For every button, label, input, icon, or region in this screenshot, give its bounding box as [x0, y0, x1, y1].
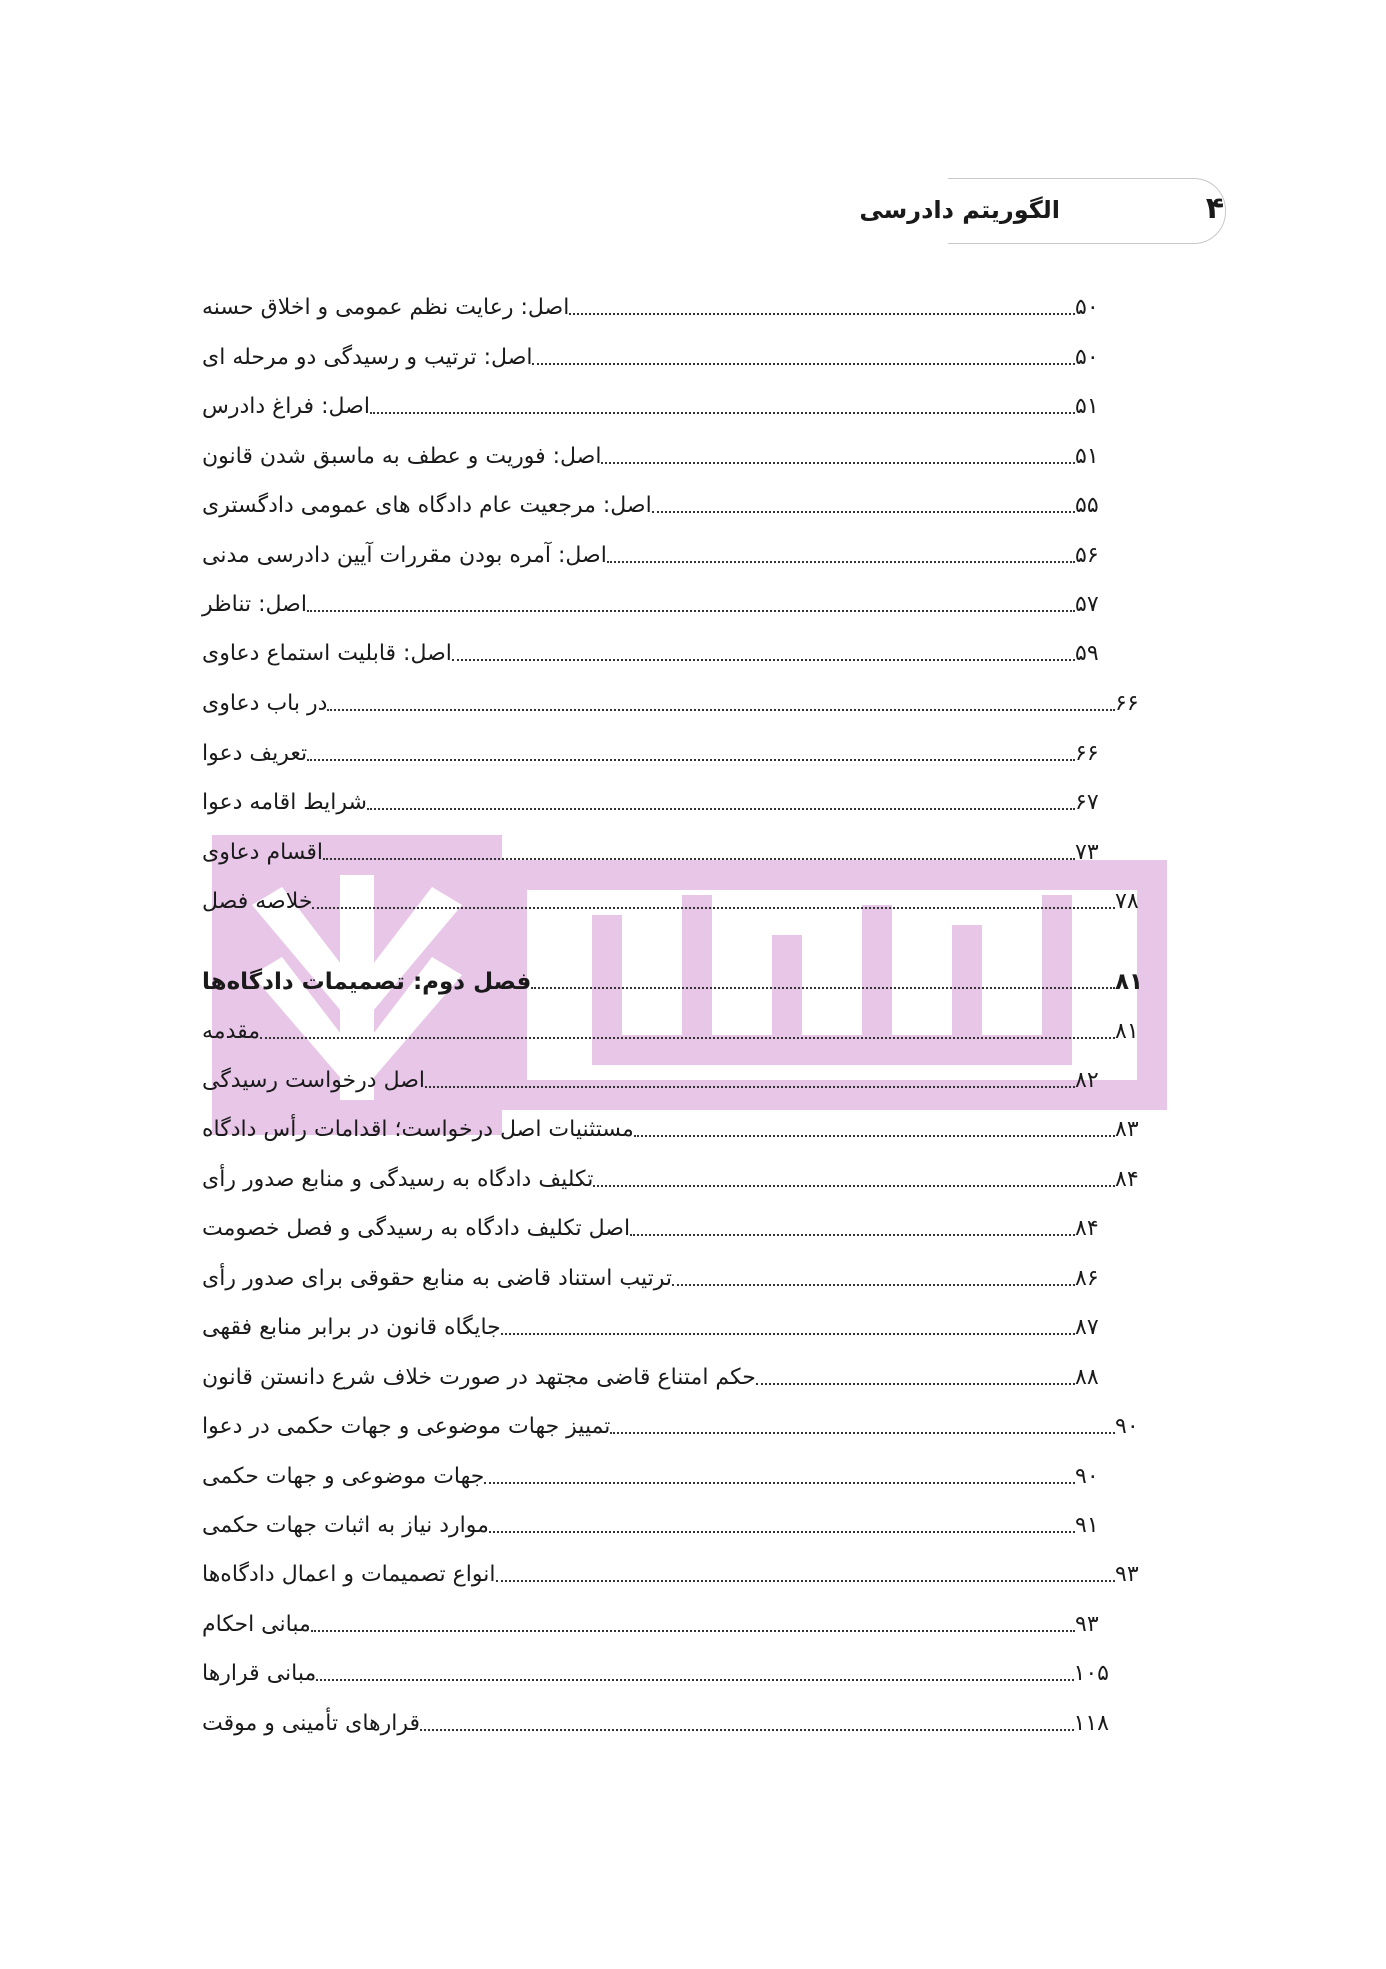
toc-section: خلاصه فصل ۷۸: [202, 889, 1139, 914]
dot-leader: [607, 561, 1075, 563]
dot-leader: [484, 1482, 1075, 1484]
toc-entry: اصل: رعایت نظم عمومی و اخلاق حسنه ۵۰: [202, 295, 1099, 320]
toc-entry: اقسام دعاوی ۷۳: [202, 840, 1099, 865]
toc-section: مستثنیات اصل درخواست؛ اقدامات رأس دادگاه ۸۳: [202, 1117, 1139, 1142]
running-header-title: الگوریتم دادرسی: [859, 196, 1060, 224]
dot-leader: [307, 610, 1075, 612]
toc-section: در باب دعاوی ۶۶: [202, 691, 1139, 716]
toc-entry: اصل: ترتیب و رسیدگی دو مرحله ای ۵۰: [202, 345, 1099, 370]
dot-leader: [496, 1580, 1116, 1582]
page-number: ۴: [1205, 191, 1224, 226]
toc-entry: قرارهای تأمینی و موقت ۱۱۸: [202, 1711, 1109, 1736]
dot-leader: [756, 1383, 1075, 1385]
dot-leader: [630, 1234, 1075, 1236]
toc-entry: حکم امتناع قاضی مجتهد در صورت خلاف شرع دانستن قانون ۸۸: [202, 1365, 1099, 1390]
toc-entry: اصل: قابلیت استماع دعاوی ۵۹: [202, 641, 1099, 666]
toc-entry: جهات موضوعی و جهات حکمی ۹۰: [202, 1464, 1099, 1489]
toc-entry: اصل: فوریت و عطف به ماسبق شدن قانون ۵۱: [202, 444, 1099, 469]
dot-leader: [634, 1135, 1115, 1137]
dot-leader: [601, 462, 1075, 464]
toc-section: تکلیف دادگاه به رسیدگی و منابع صدور رأی ۸۴: [202, 1167, 1139, 1192]
toc-entry: مبانی احکام ۹۳: [202, 1612, 1099, 1637]
dot-leader: [327, 709, 1115, 711]
dot-leader: [672, 1284, 1075, 1286]
toc-entry: موارد نیاز به اثبات جهات حکمی ۹۱: [202, 1513, 1099, 1538]
dot-leader: [312, 907, 1115, 909]
toc-entry: اصل تکلیف دادگاه به رسیدگی و فصل خصومت ۸۴: [202, 1216, 1099, 1241]
dot-leader: [652, 511, 1075, 513]
toc-entry: اصل درخواست رسیدگی ۸۲: [202, 1068, 1099, 1093]
dot-leader: [569, 313, 1075, 315]
dot-leader: [316, 1679, 1073, 1681]
toc-entry: مبانی قرارها ۱۰۵: [202, 1661, 1109, 1686]
toc-entry: اصل: آمره بودن مقررات آیین دادرسی مدنی ۵۶: [202, 543, 1099, 568]
toc-entry: تعریف دعوا ۶۶: [202, 741, 1099, 766]
dot-leader: [323, 858, 1075, 860]
toc-section: مقدمه ۸۱: [202, 1019, 1139, 1044]
dot-leader: [370, 412, 1075, 414]
dot-leader: [501, 1333, 1075, 1335]
toc-chapter: فصل دوم: تصمیمات دادگاه‌ها ۸۱: [202, 969, 1144, 995]
dot-leader: [532, 363, 1075, 365]
toc-entry: جایگاه قانون در برابر منابع فقهی ۸۷: [202, 1315, 1099, 1340]
dot-leader: [420, 1729, 1074, 1731]
dot-leader: [311, 1630, 1075, 1632]
dot-leader: [593, 1185, 1115, 1187]
toc-entry: شرایط اقامه دعوا ۶۷: [202, 790, 1099, 815]
toc-entry: اصل: فراغ دادرس ۵۱: [202, 394, 1099, 419]
dot-leader: [610, 1432, 1115, 1434]
dot-leader: [367, 808, 1075, 810]
dot-leader: [531, 987, 1115, 989]
dot-leader: [489, 1531, 1075, 1533]
toc-section: انواع تصمیمات و اعمال دادگاه‌ها ۹۳: [202, 1562, 1139, 1587]
dot-leader: [307, 759, 1075, 761]
dot-leader: [452, 659, 1075, 661]
dot-leader: [260, 1037, 1115, 1039]
toc-section: تمییز جهات موضوعی و جهات حکمی در دعوا ۹۰: [202, 1414, 1139, 1439]
dot-leader: [425, 1086, 1075, 1088]
toc-entry: ترتیب استناد قاضی به منابع حقوقی برای صدور رأی ۸۶: [202, 1266, 1099, 1291]
toc-entry: اصل: تناظر ۵۷: [202, 592, 1099, 617]
toc-entry: اصل: مرجعیت عام دادگاه های عمومی دادگستری ۵۵: [202, 493, 1099, 518]
